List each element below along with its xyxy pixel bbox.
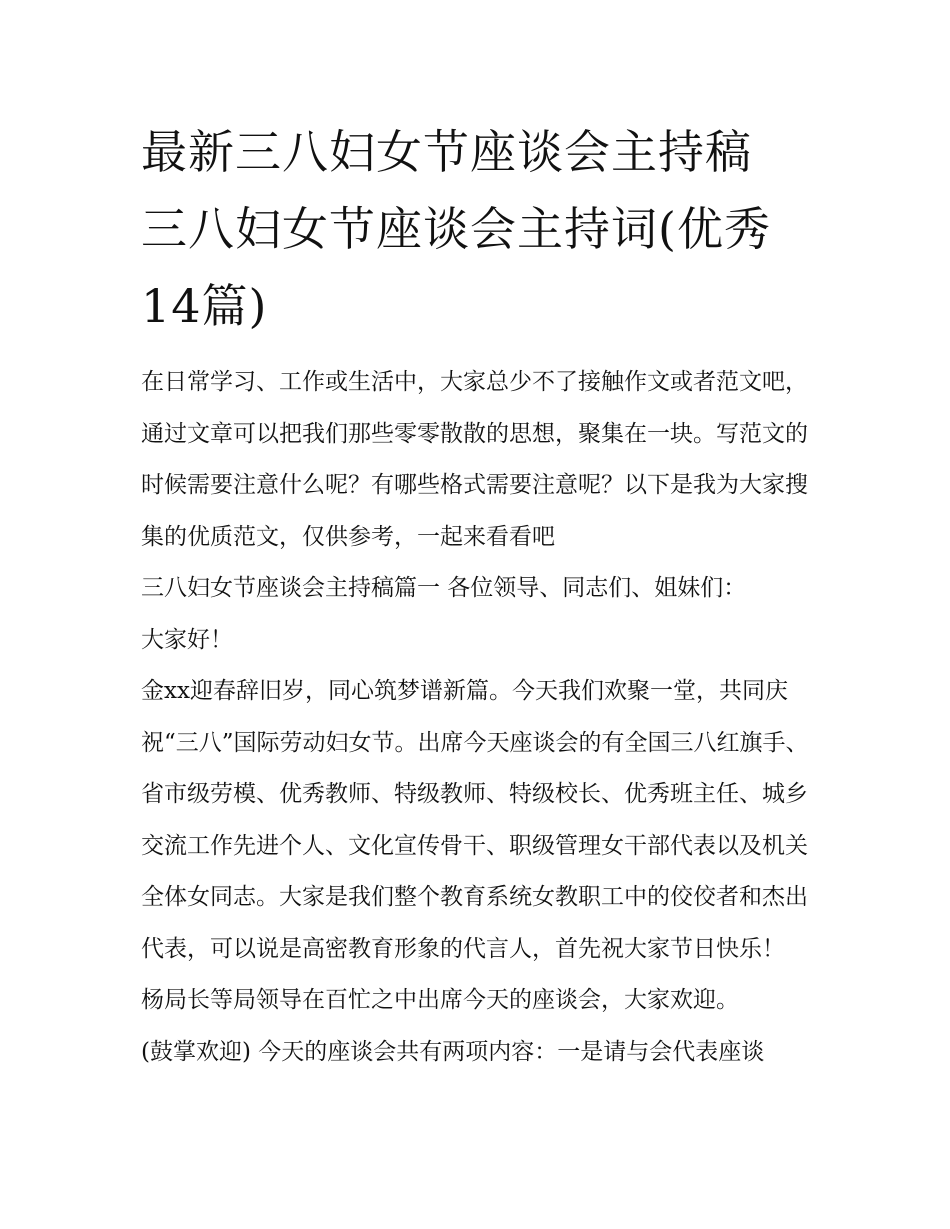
document-content <box>141 114 813 1078</box>
leaders-paragraph: 杨局长等局领导在百忙之中出席今天的座谈会，大家欢迎。 <box>141 987 739 1013</box>
greeting-paragraph: 大家好！ <box>141 626 233 653</box>
opening-paragraph: 金xx迎春辞旧岁，同心筑梦谱新篇。今天我们欢聚一堂，共同庆祝“三八”国际劳动妇女节。出席今天座谈会的有全国三八红旗手、省市级劳模、优秀教师、特级教师、特级校长、优秀班主任、城乡交流工作先进个人、文化宣传骨干、职级管理女干部代表以及机关全体女同志。大家是我们整个教育系统女教职工中的佼佼者和杰出代表，可以说是高密教育形象的代言人，首先祝大家节日快乐！ <box>141 678 809 962</box>
section-heading-paragraph: 三八妇女节座谈会主持稿篇一 各位领导、同志们、姐妹们： <box>141 575 747 601</box>
document-body <box>141 357 813 1078</box>
document-title: 最新三八妇女节座谈会主持稿 三八妇女节座谈会主持词(优秀 14篇) <box>141 125 771 333</box>
intro-paragraph: 在日常学习、工作或生活中，大家总少不了接触作文或者范文吧，通过文章可以把我们那些零零散散的思想，聚集在一块。写范文的时候需要注意什么呢？有哪些格式需要注意呢？以下是我为大家搜集的优质范文，仅供参考，一起来看看吧 <box>141 369 808 550</box>
agenda-paragraph: (鼓掌欢迎) 今天的座谈会共有两项内容：一是请与会代表座谈 <box>141 1038 765 1065</box>
